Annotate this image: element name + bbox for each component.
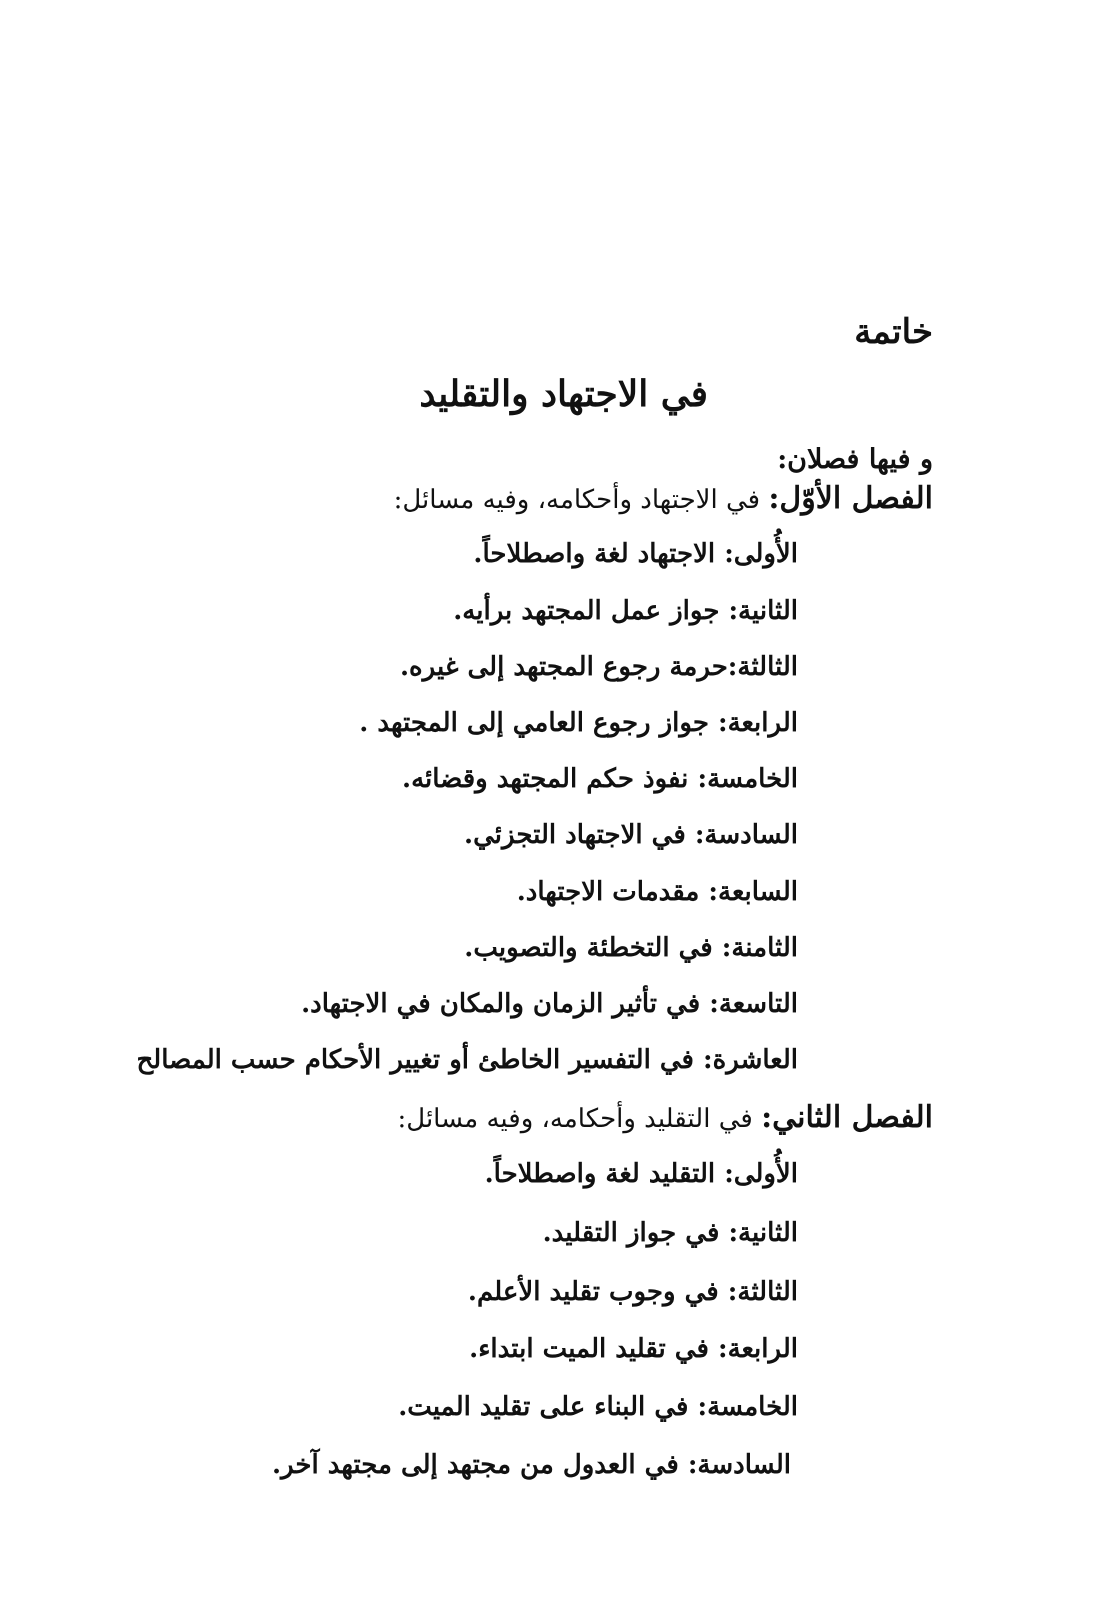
list-item bbox=[359, 710, 798, 736]
closing-title: خاتمة bbox=[854, 312, 933, 352]
list-item bbox=[517, 879, 798, 905]
item-text: التقليد لغة واصطلاحاً. bbox=[484, 1159, 725, 1189]
item-text: في تأثير الزمان والمكان في الاجتهاد. bbox=[301, 989, 710, 1019]
item-number: الرابعة: bbox=[717, 708, 798, 738]
item-number: التاسعة: bbox=[709, 989, 798, 1019]
item-number: الثامنة: bbox=[721, 933, 798, 963]
item-text: في جواز التقليد. bbox=[542, 1218, 729, 1248]
list-item bbox=[473, 541, 798, 567]
list-item bbox=[301, 991, 798, 1017]
chapter-2-description: في التقليد وأحكامه، وفيه مسائل: bbox=[397, 1104, 762, 1134]
chapter-1-heading bbox=[393, 481, 933, 516]
item-number: الأُولى: bbox=[724, 1159, 798, 1189]
item-number: السابعة: bbox=[708, 877, 798, 907]
list-item bbox=[543, 1220, 798, 1246]
item-number: الأُولى: bbox=[724, 539, 798, 569]
item-text: في العدول من مجتهد إلى مجتهد آخر. bbox=[271, 1450, 688, 1480]
item-text: جواز عمل المجتهد برأيه. bbox=[453, 596, 729, 626]
item-text: في البناء على تقليد الميت. bbox=[398, 1392, 698, 1422]
list-item bbox=[464, 822, 798, 848]
intro-line: و فيها فصلان: bbox=[777, 444, 933, 475]
item-text: الاجتهاد لغة واصطلاحاً. bbox=[473, 539, 725, 569]
item-text: في التخطئة والتصويب. bbox=[464, 933, 722, 963]
item-number: الثانية: bbox=[728, 1218, 798, 1248]
item-text: في التفسير الخاطئ أو تغيير الأحكام حسب المصالح bbox=[136, 1045, 704, 1075]
item-number: الخامسة: bbox=[697, 1392, 798, 1422]
item-number: الخامسة: bbox=[697, 764, 798, 794]
chapter-1-description: في الاجتهاد وأحكامه، وفيه مسائل: bbox=[393, 485, 769, 515]
item-text: مقدمات الاجتهاد. bbox=[516, 877, 709, 907]
item-number: العاشرة: bbox=[703, 1045, 798, 1075]
item-number: السادسة: bbox=[694, 820, 798, 850]
list-item bbox=[469, 1336, 798, 1362]
item-text: في الاجتهاد التجزئي. bbox=[464, 820, 695, 850]
item-text: جواز رجوع العامي إلى المجتهد . bbox=[359, 708, 718, 738]
list-item bbox=[398, 1394, 798, 1420]
list-item bbox=[137, 1047, 798, 1073]
item-text: في تقليد الميت ابتداء. bbox=[469, 1334, 718, 1364]
list-item bbox=[468, 1279, 798, 1305]
list-item bbox=[272, 1452, 791, 1478]
item-number: الثالثة: bbox=[727, 1277, 798, 1307]
list-item bbox=[400, 654, 798, 680]
closing-subtitle: في الاجتهاد والتقليد bbox=[419, 373, 708, 415]
item-text: نفوذ حكم المجتهد وقضائه. bbox=[402, 764, 698, 794]
item-number: الرابعة: bbox=[717, 1334, 798, 1364]
list-item bbox=[485, 1161, 798, 1187]
list-item bbox=[402, 766, 798, 792]
item-number: الثانية: bbox=[728, 596, 798, 626]
item-text: حرمة رجوع المجتهد إلى غيره. bbox=[400, 652, 728, 682]
item-number: الثالثة: bbox=[727, 652, 798, 682]
item-text: في وجوب تقليد الأعلم. bbox=[467, 1277, 728, 1307]
list-item bbox=[464, 935, 798, 961]
chapter-1-title: الفصل الأوّل: bbox=[768, 481, 933, 516]
item-number: السادسة: bbox=[687, 1450, 791, 1480]
chapter-2-title: الفصل الثاني: bbox=[761, 1100, 933, 1135]
list-item bbox=[453, 598, 798, 624]
chapter-2-heading bbox=[397, 1100, 934, 1135]
